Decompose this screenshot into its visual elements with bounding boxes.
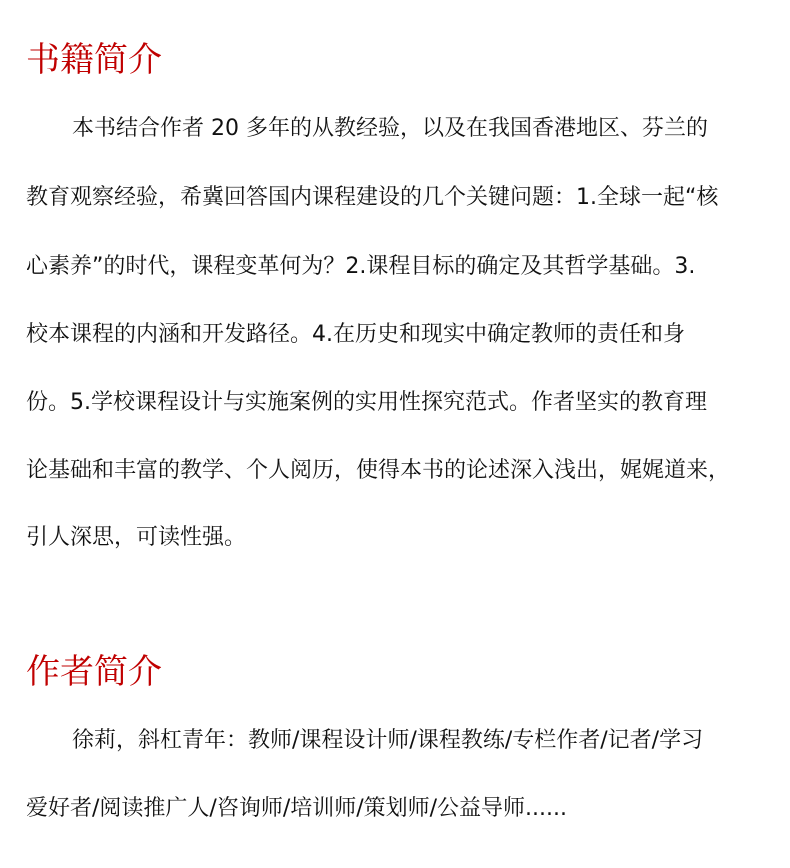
book-intro-line: 校本课程的内涵和开发路径。4.在历史和现实中确定教师的责任和身 xyxy=(26,322,685,347)
book-intro-line: 心素养”的时代，课程变革何为？2.课程目标的确定及其哲学基础。3. xyxy=(26,254,696,279)
book-intro-heading: 书籍简介 xyxy=(26,40,162,80)
author-intro-line: 爱好者/阅读推广人/咨询师/培训师/策划师/公益导师...... xyxy=(26,796,568,821)
author-intro-line: 徐莉，斜杠青年：教师/课程设计师/课程教练/专栏作者/记者/学习 xyxy=(72,728,704,753)
book-intro-line: 教育观察经验，希冀回答国内课程建设的几个关键问题：1.全球一起“核 xyxy=(26,185,719,210)
author-intro-heading: 作者简介 xyxy=(26,652,162,692)
book-intro-line: 份。5.学校课程设计与实施案例的实用性探究范式。作者坚实的教育理 xyxy=(26,390,707,415)
book-intro-line: 论基础和丰富的教学、个人阅历，使得本书的论述深入浅出，娓娓道来， xyxy=(26,458,731,483)
book-intro-line: 本书结合作者 20 多年的从教经验，以及在我国香港地区、芬兰的 xyxy=(72,116,708,141)
book-intro-line: 引人深思，可读性强。 xyxy=(26,525,247,550)
